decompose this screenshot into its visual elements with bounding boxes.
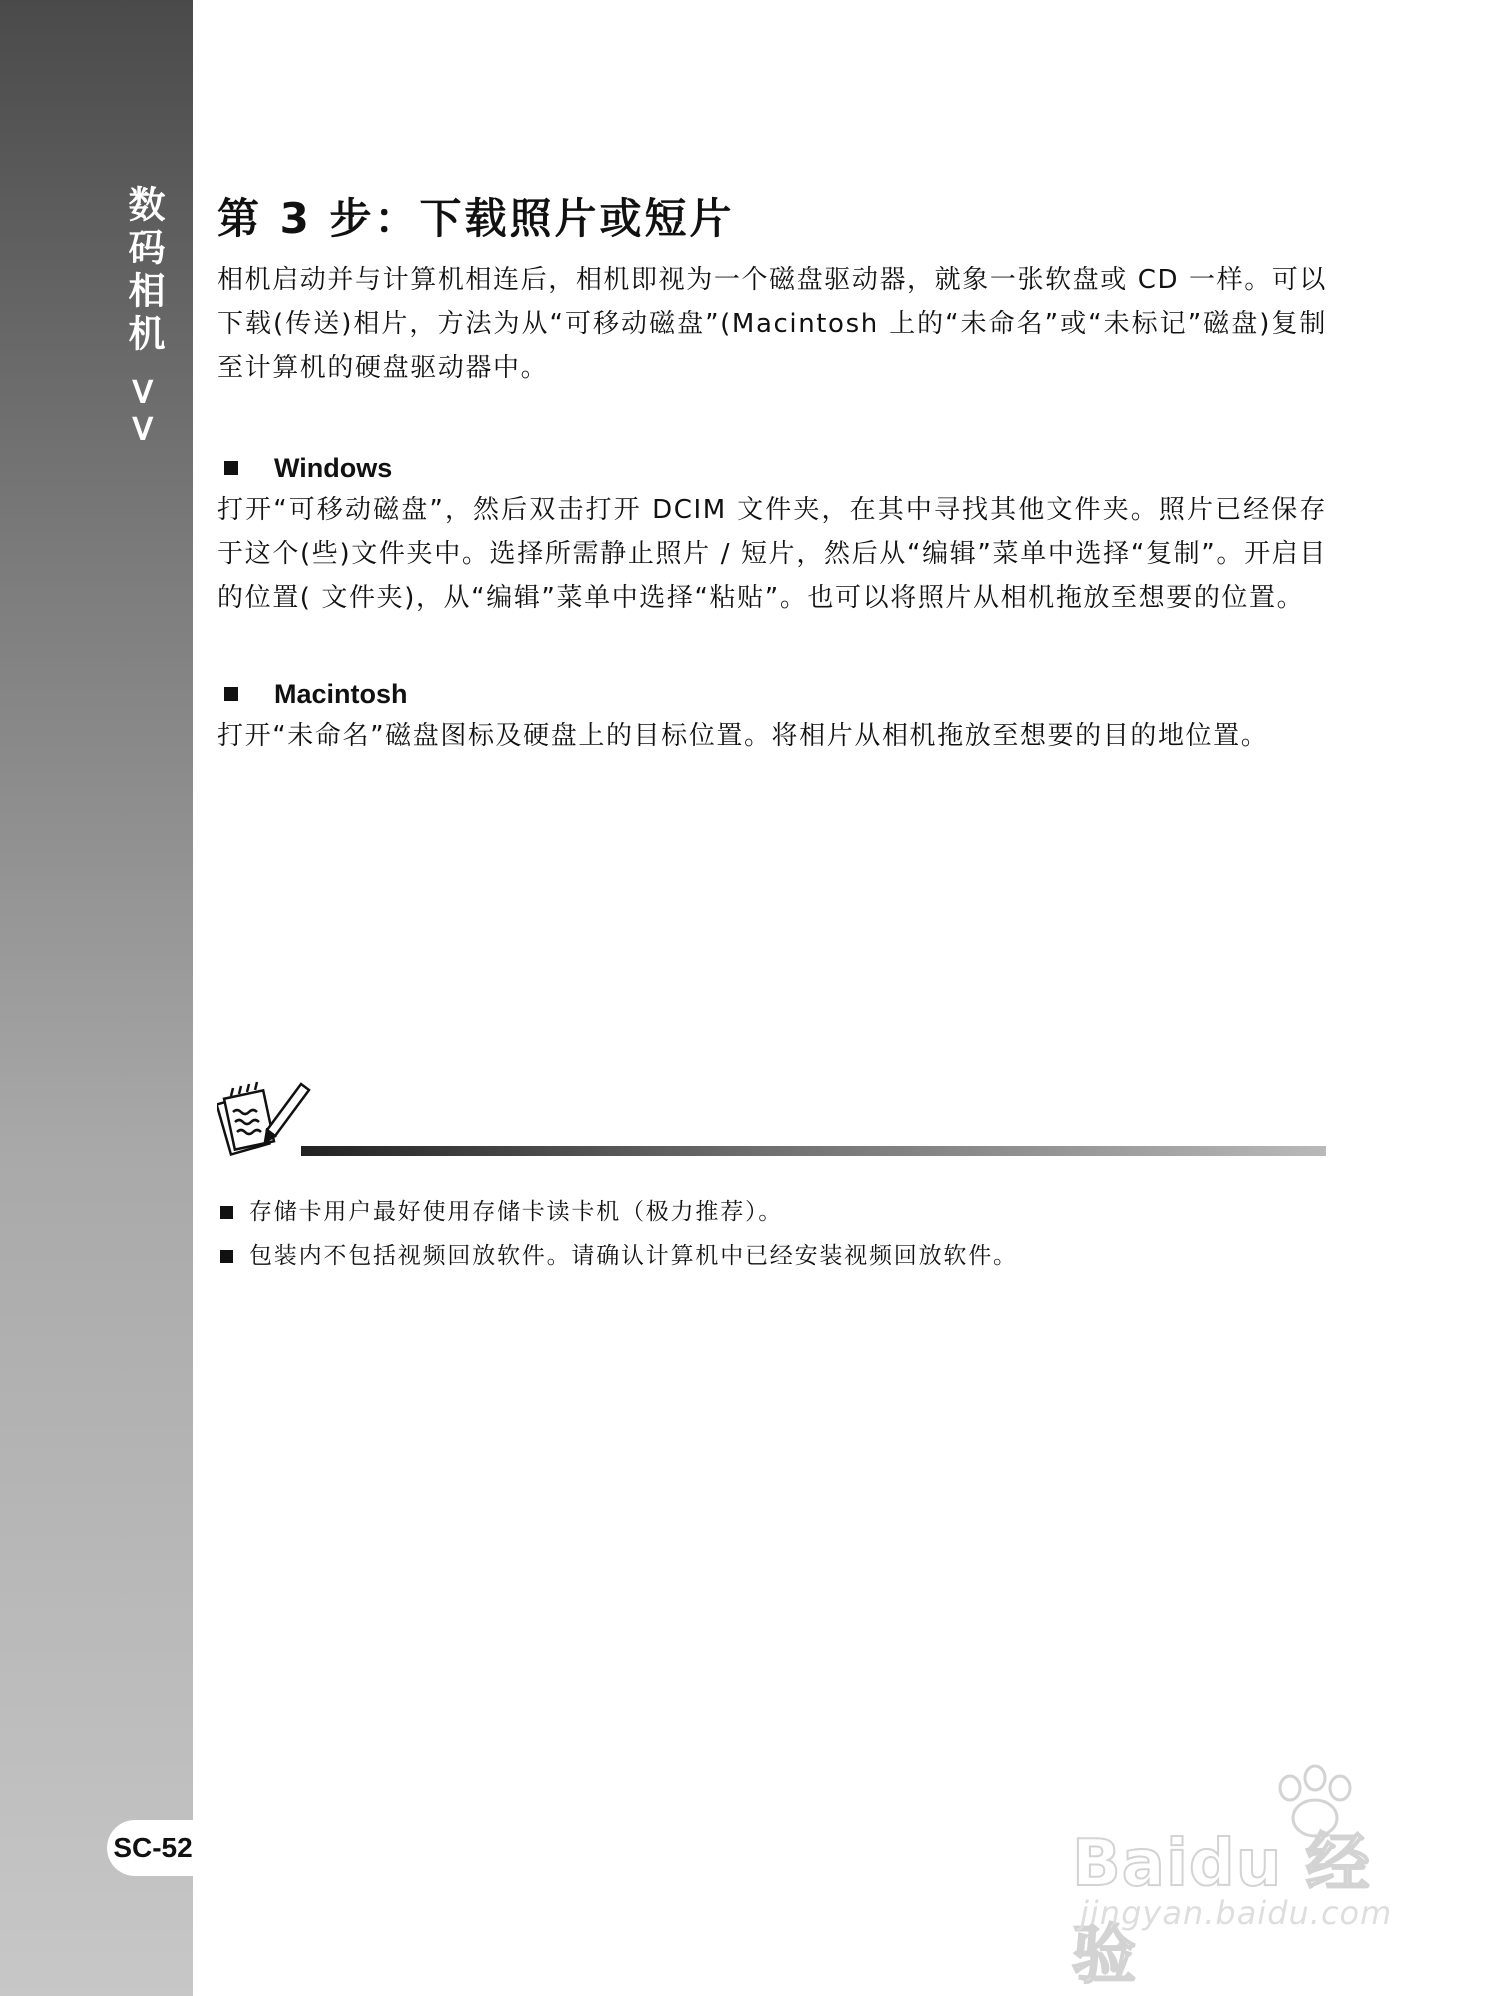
list-item: [217, 1190, 1327, 1234]
intro-paragraph: 相机启动并与计算机相连后，相机即视为一个磁盘驱动器，就象一张软盘或 CD 一样。可以下载(传送)相片，方法为从“可移动磁盘”(Macintosh 上的“未命名”或“未标记”磁盘)复制至计算机的硬盘驱动器中。: [217, 265, 1327, 383]
note-text: 包装内不包括视频回放软件。请确认计算机中已经安装视频回放软件。: [249, 1243, 1018, 1269]
watermark-logo-text: Baidu 经验: [1072, 1827, 1371, 1993]
section-heading: [217, 448, 1327, 488]
note-divider: [301, 1146, 1326, 1156]
section-body: 打开“可移动磁盘”，然后双击打开 DCIM 文件夹，在其中寻找其他文件夹。照片已经保存于这个(些)文件夹中。选择所需静止照片 / 短片，然后从“编辑”菜单中选择“复制”。开启目的位置( 文件夹)，从“编辑”菜单中选择“粘贴”。也可以将照片从相机拖放至想要的位置。: [217, 495, 1327, 613]
sidebar: [0, 0, 193, 1996]
section-label: 数码相机 >>: [122, 185, 165, 450]
list-item: [217, 1234, 1327, 1278]
bullet-square-icon: [224, 461, 238, 475]
page-title: 第 3 步：下载照片或短片: [217, 194, 735, 243]
section-body: 打开“未命名”磁盘图标及硬盘上的目标位置。将相片从相机拖放至想要的目的地位置。: [217, 721, 1269, 751]
section-heading-label: Windows: [274, 452, 393, 483]
bullet-square-icon: [220, 1250, 233, 1263]
watermark-url: jingyan.baidu.com: [1080, 1894, 1393, 1932]
section-windows: [217, 448, 1327, 620]
page-number: SC-52: [107, 1820, 199, 1876]
note-list: [217, 1190, 1327, 1278]
section-heading-label: Macintosh: [274, 678, 408, 709]
main-content: [217, 180, 1327, 758]
notepad-pencil-icon: [217, 1072, 313, 1168]
note-text: 存储卡用户最好使用存储卡读卡机（极力推荐）。: [249, 1199, 784, 1225]
section-macintosh: [217, 674, 1327, 758]
bullet-square-icon: [224, 687, 238, 701]
baidu-watermark: [1060, 1760, 1420, 1993]
bullet-square-icon: [220, 1206, 233, 1219]
section-heading: [217, 674, 1327, 714]
